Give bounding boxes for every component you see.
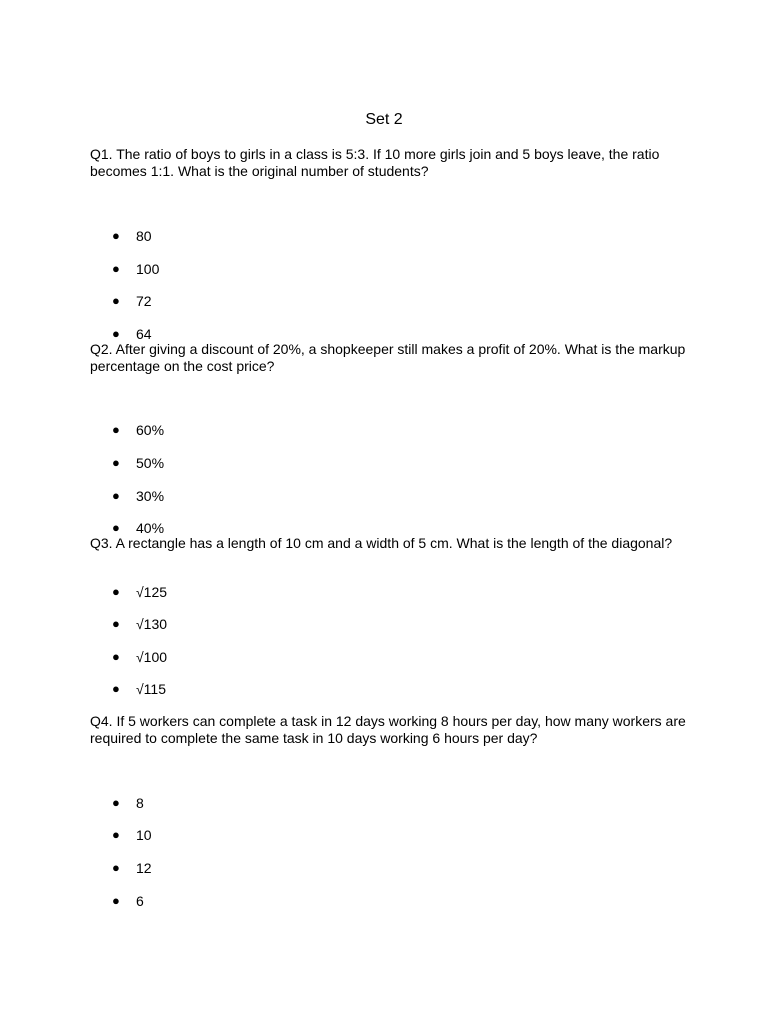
question-4-text: Q4. If 5 workers can complete a task in 12 days working 8 hours per day, how many workers are required to complete the same task in 10 days working 6 hours per day? bbox=[90, 713, 686, 746]
bullet-icon: ● bbox=[112, 455, 120, 470]
option-text: 80 bbox=[136, 228, 152, 244]
option-text: 6 bbox=[136, 893, 144, 909]
bullet-icon: ● bbox=[112, 681, 120, 696]
option-text: √130 bbox=[136, 616, 168, 632]
option-text: 10 bbox=[136, 827, 152, 843]
bullet-icon: ● bbox=[112, 616, 120, 631]
option-text: 12 bbox=[136, 860, 152, 876]
question-3 bbox=[90, 535, 690, 697]
bullet-icon: ● bbox=[112, 649, 120, 664]
option-text: 72 bbox=[136, 293, 152, 309]
option-text: 30% bbox=[136, 488, 165, 504]
option-text: 60% bbox=[136, 422, 165, 438]
bullet-icon: ● bbox=[112, 860, 120, 875]
bullet-icon: ● bbox=[112, 293, 120, 308]
bullet-icon: ● bbox=[112, 795, 120, 810]
question-2 bbox=[90, 341, 690, 536]
bullet-icon: ● bbox=[112, 893, 120, 908]
bullet-icon: ● bbox=[112, 422, 120, 437]
option-text: √115 bbox=[136, 681, 167, 697]
bullet-icon: ● bbox=[112, 584, 120, 599]
question-1 bbox=[90, 146, 690, 342]
bullet-icon: ● bbox=[112, 520, 120, 535]
bullet-icon: ● bbox=[112, 827, 120, 842]
option-text: 8 bbox=[136, 795, 144, 811]
option-text: 40% bbox=[136, 520, 165, 536]
option-text: 100 bbox=[136, 261, 160, 277]
option-text: √125 bbox=[136, 584, 168, 600]
option-text: √100 bbox=[136, 649, 168, 665]
bullet-icon: ● bbox=[112, 228, 120, 243]
question-4 bbox=[90, 713, 690, 909]
option-text: 64 bbox=[136, 326, 152, 342]
page-title: Set 2 bbox=[365, 111, 403, 128]
bullet-icon: ● bbox=[112, 488, 120, 503]
option-text: 50% bbox=[136, 455, 165, 471]
question-2-text: Q2. After giving a discount of 20%, a shopkeeper still makes a profit of 20%. What is the markup percentage on the cost price? bbox=[90, 341, 686, 374]
bullet-icon: ● bbox=[112, 261, 120, 276]
question-1-text: Q1. The ratio of boys to girls in a class is 5:3. If 10 more girls join and 5 boys leave, the ratio becomes 1:1. What is the original number of students? bbox=[90, 146, 660, 179]
question-3-text: Q3. A rectangle has a length of 10 cm and a width of 5 cm. What is the length of the diagonal? bbox=[90, 535, 673, 551]
bullet-icon: ● bbox=[112, 326, 120, 341]
